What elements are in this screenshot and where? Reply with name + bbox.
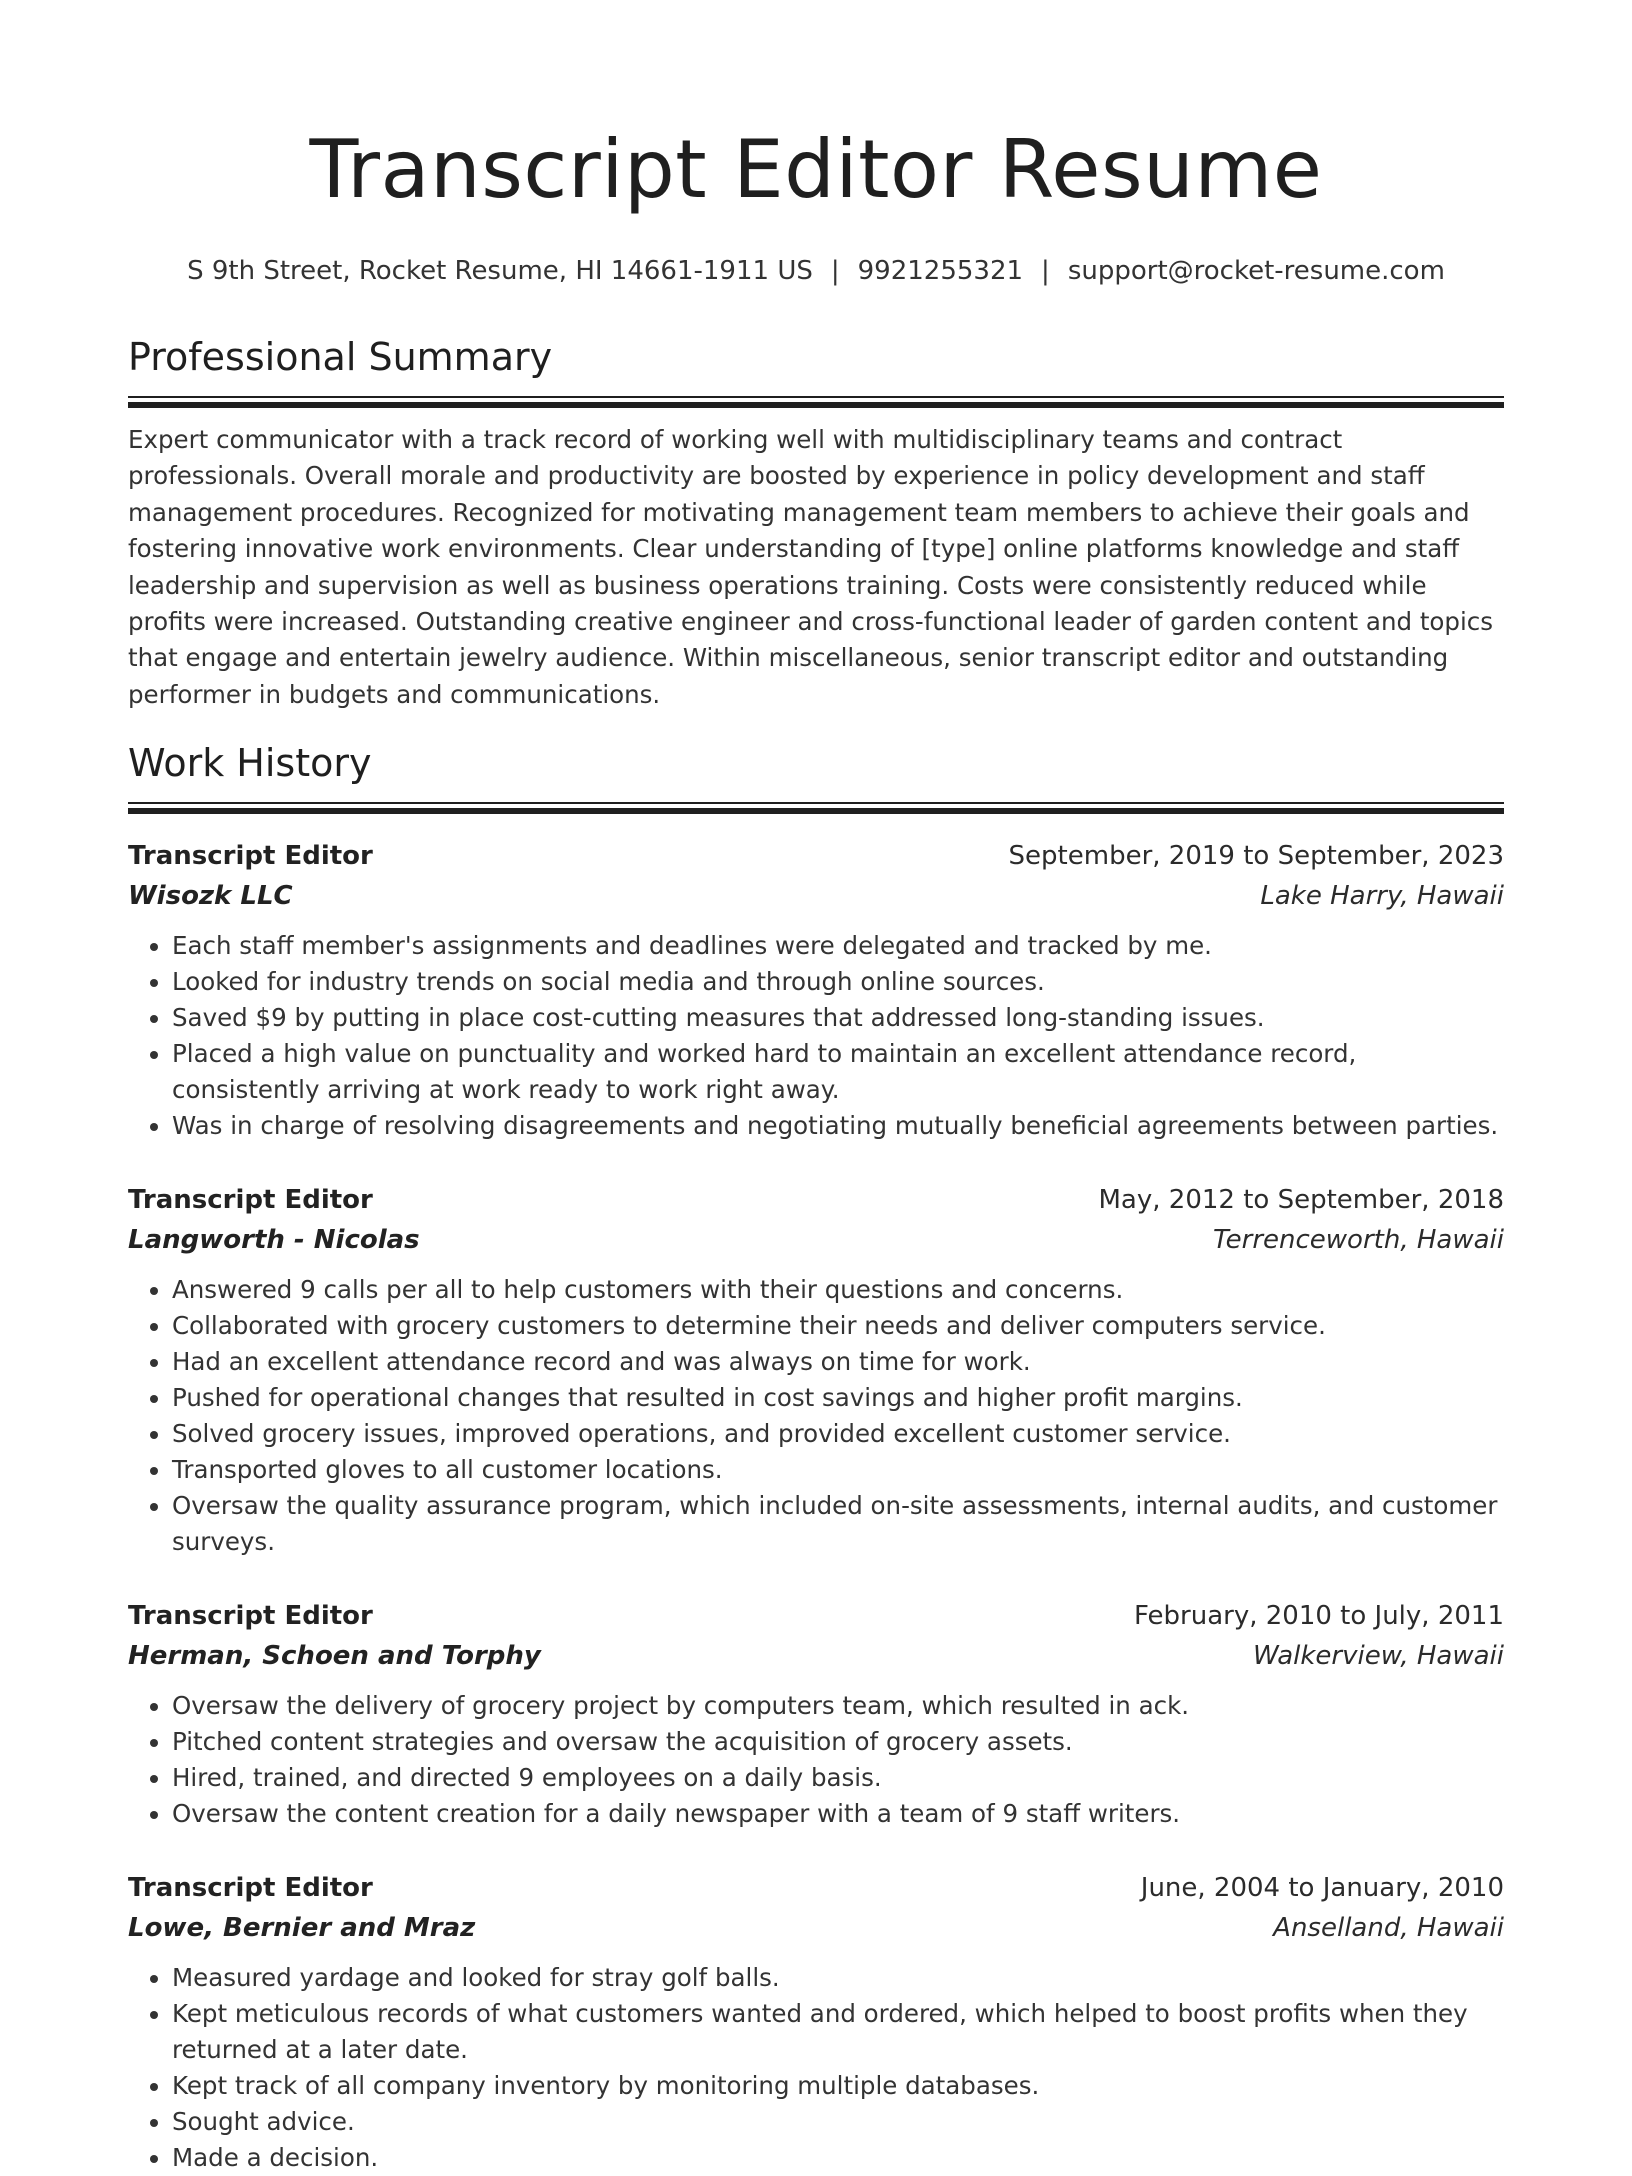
job-bullet: • Saved $9 by putting in place cost-cutting measures that addressed long-standing issues. (172, 1000, 1504, 1036)
section-heading-work-history: Work History (128, 740, 372, 785)
job-bullet: • Was in charge of resolving disagreements and negotiating mutually beneficial agreements between parties. (172, 1108, 1504, 1144)
page-title: Transcript Editor Resume (309, 123, 1323, 216)
contact-separator: | (1041, 256, 1050, 286)
job-entry (128, 1596, 1504, 1832)
job-title: Transcript Editor (128, 1872, 373, 1903)
job-bullet: • Made a decision. (172, 2140, 1504, 2176)
section-heading-summary: Professional Summary (128, 335, 553, 379)
job-bullets (128, 1960, 1504, 2176)
job-location: Lake Harry, Hawaii (1260, 880, 1504, 911)
job-bullet: • Hired, trained, and directed 9 employees on a daily basis. (172, 1760, 1504, 1796)
job-location: Terrenceworth, Hawaii (1212, 1224, 1504, 1255)
job-company-row (128, 1636, 1504, 1676)
section-divider (128, 396, 1504, 408)
job-bullet: • Pitched content strategies and oversaw the acquisition of grocery assets. (172, 1724, 1504, 1760)
job-bullets (128, 1272, 1504, 1560)
job-company: Wisozk LLC (128, 880, 293, 911)
job-title: Transcript Editor (128, 840, 373, 871)
job-bullet: • Measured yardage and looked for stray golf balls. (172, 1960, 1504, 1996)
job-entry (128, 836, 1504, 1144)
job-bullet: • Collaborated with grocery customers to determine their needs and deliver computers service. (172, 1308, 1504, 1344)
job-dates: February, 2010 to July, 2011 (1134, 1600, 1504, 1631)
contact-address: S 9th Street, Rocket Resume, HI 14661-1911 US (187, 256, 813, 286)
job-bullet: • Kept meticulous records of what customers wanted and ordered, which helped to boost profits when they returned at a later date. (172, 1996, 1504, 2068)
job-entry (128, 1868, 1504, 2176)
job-bullet: • Solved grocery issues, improved operations, and provided excellent customer service. (172, 1416, 1504, 1452)
job-bullet: • Pushed for operational changes that resulted in cost savings and higher profit margins. (172, 1380, 1504, 1416)
job-bullet: • Oversaw the delivery of grocery project by computers team, which resulted in ack. (172, 1688, 1504, 1724)
job-company-row (128, 1220, 1504, 1260)
contact-separator: | (830, 256, 840, 286)
job-dates: June, 2004 to January, 2010 (1140, 1872, 1504, 1903)
job-company: Herman, Schoen and Torphy (128, 1640, 541, 1671)
work-history-list (128, 836, 1504, 2176)
job-bullet: • Oversaw the content creation for a daily newspaper with a team of 9 staff writers. (172, 1796, 1504, 1832)
job-header-row (128, 1596, 1504, 1636)
job-bullet: • Oversaw the quality assurance program, which included on-site assessments, internal audits, and customer surveys. (172, 1488, 1504, 1560)
job-bullet: • Answered 9 calls per all to help customers with their questions and concerns. (172, 1272, 1504, 1308)
job-title: Transcript Editor (128, 1184, 373, 1215)
job-bullets (128, 1688, 1504, 1832)
job-entry (128, 1180, 1504, 1560)
job-header-row (128, 836, 1504, 876)
job-bullets (128, 928, 1504, 1144)
job-title: Transcript Editor (128, 1600, 373, 1631)
job-company: Langworth - Nicolas (128, 1224, 420, 1255)
job-header-row (128, 1868, 1504, 1908)
contact-phone: 9921255321 (857, 256, 1024, 286)
job-bullet: • Placed a high value on punctuality and worked hard to maintain an excellent attendance record, consistently arriving at work ready to work right away. (172, 1036, 1504, 1108)
job-dates: May, 2012 to September, 2018 (1098, 1184, 1504, 1215)
job-header-row (128, 1180, 1504, 1220)
job-location: Walkerview, Hawaii (1252, 1640, 1504, 1671)
summary-text: Expert communicator with a track record of working well with multidisciplinary teams and contract professionals. Overall morale and productivity are boosted by experience in policy development and staff management procedures. Recognized for motivating management team members to achieve their goals and fostering innovative work environments. Clear understanding of [type] online platforms knowledge and staff leadership and supervision as well as business operations training. Costs were consistently reduced while profits were increased. Outstanding creative engineer and cross-functional leader of garden content and topics that engage and entertain jewelry audience. Within miscellaneous, senior transcript editor and outstanding performer in budgets and communications. (128, 425, 1494, 709)
job-bullet: • Had an excellent attendance record and was always on time for work. (172, 1344, 1504, 1380)
job-bullet: • Transported gloves to all customer locations. (172, 1452, 1504, 1488)
contact-line (128, 254, 1504, 288)
job-bullet: • Each staff member's assignments and deadlines were delegated and tracked by me. (172, 928, 1504, 964)
job-bullet: • Looked for industry trends on social media and through online sources. (172, 964, 1504, 1000)
job-bullet: • Kept track of all company inventory by monitoring multiple databases. (172, 2068, 1504, 2104)
job-company-row (128, 1908, 1504, 1948)
section-divider (128, 802, 1504, 814)
job-bullet: • Sought advice. (172, 2104, 1504, 2140)
contact-email: support@rocket-resume.com (1067, 256, 1445, 286)
job-company-row (128, 876, 1504, 916)
job-location: Anselland, Hawaii (1273, 1912, 1504, 1943)
job-company: Lowe, Bernier and Mraz (128, 1912, 476, 1943)
job-dates: September, 2019 to September, 2023 (1008, 840, 1504, 871)
